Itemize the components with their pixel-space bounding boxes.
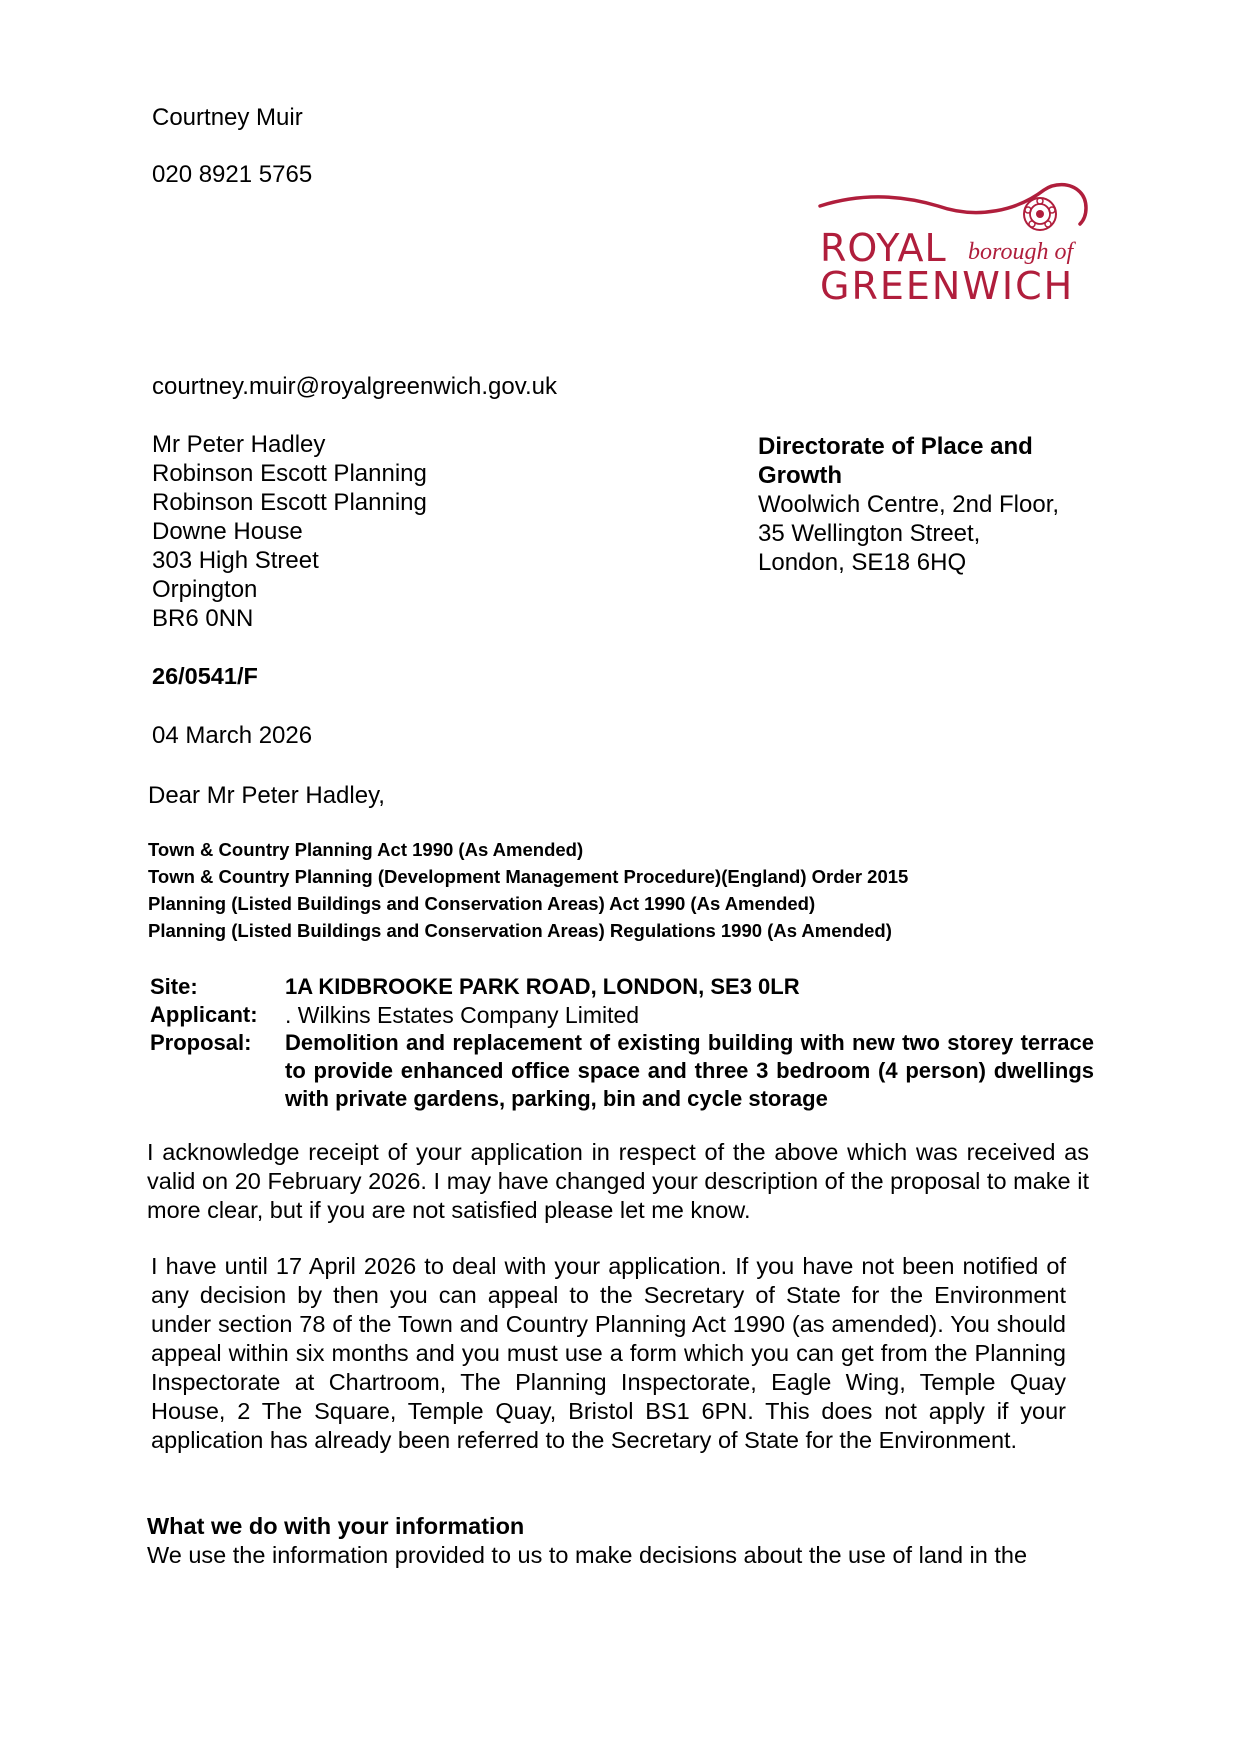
directorate-title-line2: Growth: [758, 462, 842, 489]
directorate-title-line1: Directorate of Place and: [758, 433, 1033, 460]
act-line: Town & Country Planning (Development Management Procedure)(England) Order 2015: [148, 866, 909, 887]
proposal-label: Proposal:: [150, 1030, 252, 1055]
act-line: Planning (Listed Buildings and Conservation Areas) Act 1990 (As Amended): [148, 893, 816, 914]
royal-greenwich-logo: [818, 180, 1094, 308]
act-line: Town & Country Planning Act 1990 (As Amended): [148, 839, 584, 860]
recipient-line: Robinson Escott Planning: [152, 460, 427, 487]
appeal-paragraph: I have until 17 April 2026 to deal with your application. If you have not been notified of any decision by then you can appeal to the Secretary of State for the Environment under section 78 of the Town and Country Planning Act 1990 (as amended). You should appeal within six months and you must use a form which you can get from the Planning Inspectorate at Chartroom, The Planning Inspectorate, Eagle Wing, Temple Quay House, 2 The Square, Temple Quay, Bristol BS1 6PN. This does not apply if your application has already been referred to the Secretary of State for the Environment.: [151, 1253, 1066, 1453]
act-line: Planning (Listed Buildings and Conservation Areas) Regulations 1990 (As Amended): [148, 920, 892, 941]
letter-date: 04 March 2026: [152, 722, 313, 749]
directorate-address: [758, 432, 1059, 577]
recipient-line: BR6 0NN: [152, 605, 254, 632]
recipient-line: Orpington: [152, 576, 258, 603]
info-heading: What we do with your information: [147, 1513, 525, 1539]
recipient-line: Mr Peter Hadley: [152, 431, 326, 458]
sender-email[interactable]: courtney.muir@royalgreenwich.gov.uk: [152, 373, 557, 400]
logo-greenwich-text: GREENWICH: [820, 264, 1075, 308]
reference-number: 26/0541/F: [152, 663, 258, 689]
recipient-line: Robinson Escott Planning: [152, 489, 427, 516]
info-text: We use the information provided to us to make decisions about the use of land in the: [147, 1542, 1028, 1568]
site-label: Site:: [150, 974, 198, 999]
logo-royal-text: ROYAL: [820, 226, 947, 270]
logo-borough-text: borough of: [968, 239, 1074, 265]
recipient-address: [152, 430, 427, 633]
site-value: 1A KIDBROOKE PARK ROAD, LONDON, SE3 0LR: [285, 974, 800, 999]
directorate-address-line: London, SE18 6HQ: [758, 549, 967, 576]
acknowledgement-paragraph: I acknowledge receipt of your application in respect of the above which was received as valid on 20 February 2026. I may have changed your description of the proposal to make it more clear, but if you are not satisfied please let me know.: [147, 1139, 1089, 1223]
recipient-line: Downe House: [152, 518, 303, 545]
applicant-value: . Wilkins Estates Company Limited: [285, 1002, 640, 1028]
sender-name: Courtney Muir: [152, 104, 303, 131]
legislation-list: [148, 836, 908, 944]
directorate-address-line: 35 Wellington Street,: [758, 520, 981, 547]
salutation: Dear Mr Peter Hadley,: [148, 782, 385, 809]
tudor-rose-icon: [1024, 198, 1056, 230]
sender-phone: 020 8921 5765: [152, 161, 313, 188]
directorate-address-line: Woolwich Centre, 2nd Floor,: [758, 491, 1060, 518]
proposal-value: Demolition and replacement of existing building with new two storey terrace to provide enhanced office space and three 3 bedroom (4 person) dwellings with private gardens, parking, bin and cycle storage: [285, 1030, 1094, 1111]
applicant-label: Applicant:: [150, 1002, 258, 1027]
recipient-line: 303 High Street: [152, 547, 319, 574]
